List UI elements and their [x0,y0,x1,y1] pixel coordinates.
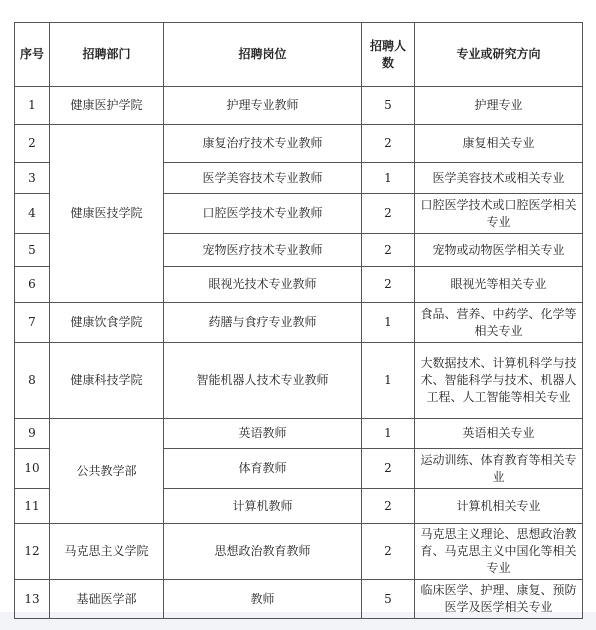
cell-seq: 3 [15,163,50,194]
cell-seq: 1 [15,87,50,125]
cell-seq: 12 [15,524,50,580]
cell-major: 临床医学、护理、康复、预防医学及医学相关专业 [415,580,583,619]
cell-seq: 6 [15,267,50,303]
cell-major: 计算机相关专业 [415,489,583,524]
cell-count: 1 [362,163,415,194]
cell-dept: 健康饮食学院 [50,303,164,343]
cell-post: 宠物医疗技术专业教师 [164,234,362,267]
cell-count: 2 [362,267,415,303]
header-dept: 招聘部门 [50,23,164,87]
cell-major: 医学美容技术或相关专业 [415,163,583,194]
table-row [15,580,583,619]
cell-seq: 4 [15,194,50,234]
cell-dept: 马克思主义学院 [50,524,164,580]
cell-count: 2 [362,125,415,163]
cell-dept: 基础医学部 [50,580,164,619]
header-count: 招聘人数 [362,23,415,87]
cell-count: 5 [362,87,415,125]
cell-post: 药膳与食疗专业教师 [164,303,362,343]
cell-post: 眼视光技术专业教师 [164,267,362,303]
cell-post: 康复治疗技术专业教师 [164,125,362,163]
cell-count: 2 [362,449,415,489]
cell-count: 2 [362,524,415,580]
cell-major: 英语相关专业 [415,419,583,449]
cell-major: 康复相关专业 [415,125,583,163]
table-row [15,524,583,580]
table-row [15,125,583,163]
cell-post: 护理专业教师 [164,87,362,125]
cell-dept: 公共教学部 [50,419,164,524]
cell-major: 口腔医学技术或口腔医学相关专业 [415,194,583,234]
header-post: 招聘岗位 [164,23,362,87]
cell-post: 口腔医学技术专业教师 [164,194,362,234]
cell-post: 英语教师 [164,419,362,449]
cell-seq: 5 [15,234,50,267]
cell-major: 运动训练、体育教育等相关专业 [415,449,583,489]
cell-seq: 9 [15,419,50,449]
cell-count: 1 [362,343,415,419]
table-row [15,87,583,125]
table-row [15,343,583,419]
cell-major: 宠物或动物医学相关专业 [415,234,583,267]
cell-count: 1 [362,419,415,449]
cell-major: 眼视光等相关专业 [415,267,583,303]
cell-seq: 11 [15,489,50,524]
cell-count: 1 [362,303,415,343]
table-row [15,303,583,343]
cell-post: 体育教师 [164,449,362,489]
cell-seq: 8 [15,343,50,419]
header-seq: 序号 [15,23,50,87]
cell-major: 食品、营养、中药学、化学等相关专业 [415,303,583,343]
cell-seq: 7 [15,303,50,343]
cell-major: 马克思主义理论、思想政治教育、马克思主义中国化等相关专业 [415,524,583,580]
cell-major: 大数据技术、计算机科学与技术、智能科学与技术、机器人工程、人工智能等相关专业 [415,343,583,419]
cell-count: 2 [362,234,415,267]
header-row [15,23,583,87]
cell-post: 教师 [164,580,362,619]
cell-post: 医学美容技术专业教师 [164,163,362,194]
recruitment-table [14,22,583,619]
table-row [15,419,583,449]
cell-post: 思想政治教育教师 [164,524,362,580]
header-major: 专业或研究方向 [415,23,583,87]
cell-dept: 健康科技学院 [50,343,164,419]
cell-dept: 健康医技学院 [50,125,164,303]
cell-seq: 2 [15,125,50,163]
cell-count: 5 [362,580,415,619]
cell-seq: 13 [15,580,50,619]
cell-post: 计算机教师 [164,489,362,524]
cell-dept: 健康医护学院 [50,87,164,125]
cell-post: 智能机器人技术专业教师 [164,343,362,419]
cell-count: 2 [362,194,415,234]
cell-major: 护理专业 [415,87,583,125]
cell-seq: 10 [15,449,50,489]
cell-count: 2 [362,489,415,524]
